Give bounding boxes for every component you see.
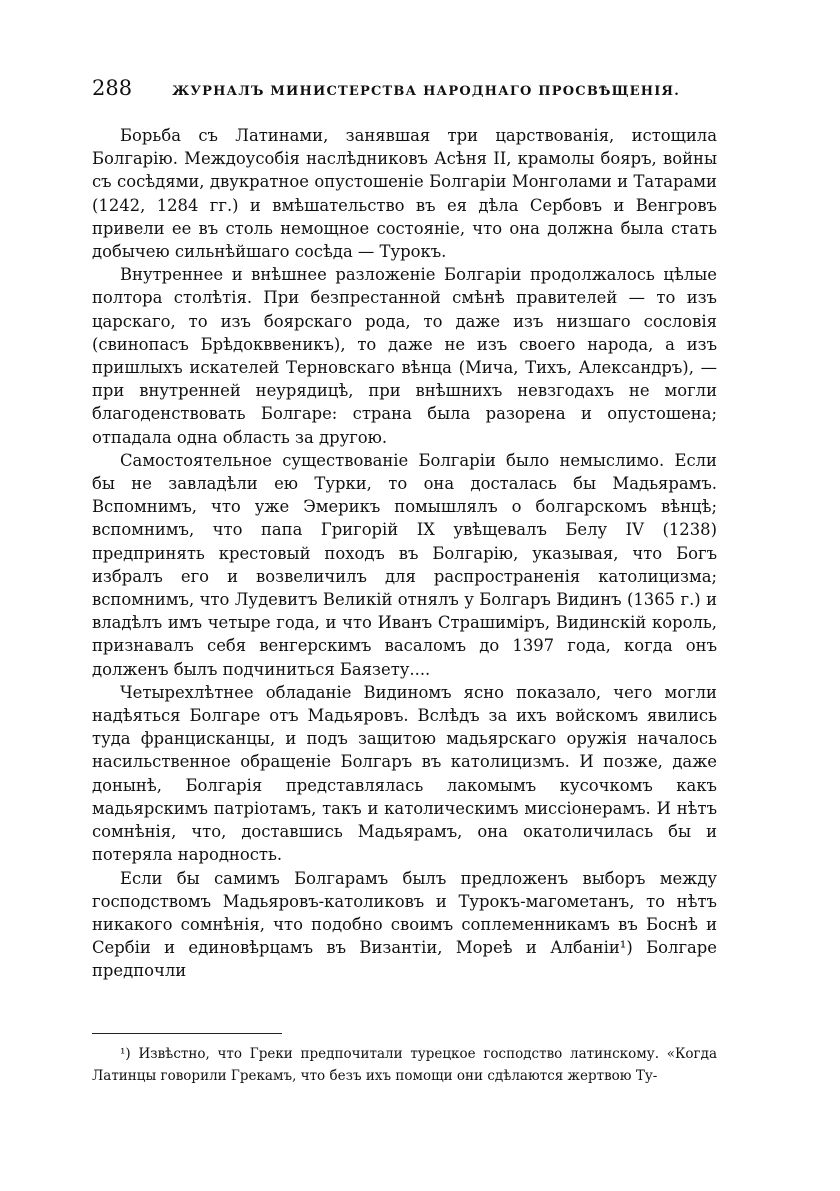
- body-text: [92, 124, 717, 983]
- page-number: 288: [92, 76, 133, 100]
- footnote: [92, 1043, 717, 1087]
- paragraph: Самостоятельное существованіе Болгаріи было немыслимо. Если бы не завладѣли ею Турки, то она досталась бы Мадьярамъ. Вспомнимъ, что уже Эмерикъ помышлялъ о болгарскомъ вѣнцѣ; вспомнимъ, что папа Григорій IX увѣщевалъ Белу IV (1238) предпринять крестовый походъ въ Болгарію, указывая, что Богъ избралъ его и возвеличилъ для распространенія католицизма; вспомнимъ, что Лудевитъ Великій отнялъ у Болгаръ Видинъ (1365 г.) и владѣлъ имъ четыре года, и что Иванъ Страшимiръ, Видинскій король, признавалъ себя венгерскимъ васаломъ до 1397 года, когда онъ долженъ былъ подчиниться Баязету....: [92, 450, 717, 679]
- paragraph: Внутреннее и внѣшнее разложеніе Болгаріи продолжалось цѣлые полтора столѣтія. При безпрестанной смѣнѣ правителей — то изъ царскаго, то изъ боярскаго рода, то даже изъ низшаго сословія (свинопасъ Брѣдокввеникъ), то даже не изъ своего народа, а изъ пришлыхъ искателей Терновскаго вѣнца (Мича, Тихъ, Александръ), — при внутренней неурядицѣ, при внѣшнихъ невзгодахъ не могли благоденствовать Болгаре: страна была разорена и опустошена; отпадала одна область за другою.: [92, 265, 717, 447]
- page-header: [92, 76, 717, 104]
- footnote-marker: ¹): [120, 1046, 131, 1062]
- paragraph: Четырехлѣтнее обладаніе Видиномъ ясно показало, чего могли надѣяться Болгаре отъ Мадьяровъ. Вслѣдъ за ихъ войскомъ явились туда францисканцы, и подъ защитою мадьярскаго оружія началось насильственное обращеніе Болгаръ въ католицизмъ. И позже, даже донынѣ, Болгарія представлялась лакомымъ кусочкомъ какъ мадьярскимъ патріотамъ, такъ и католическимъ миссіонерамъ. И нѣтъ сомнѣнія, что, доставшись Мадьярамъ, она окатоличилась бы и потеряла народность.: [92, 682, 717, 865]
- footnote-divider: [92, 1033, 282, 1034]
- footnote-text: Извѣстно, что Греки предпочитали турецкое господство латинскому. «Когда Латинцы говорили Грекамъ, что безъ ихъ помощи они сдѣлаются жертвою Ту-: [92, 1046, 717, 1084]
- paragraph: Борьба съ Латинами, занявшая три царствованія, истощила Болгарію. Междоусобія наслѣдниковъ Асѣня II, крамолы бояръ, войны съ сосѣдями, двукратное опустошеніе Болгаріи Монголами и Татарами (1242, 1284 гг.) и вмѣшательство въ ея дѣла Сербовъ и Венгровъ привели ее въ столь немощное состояніе, что она должна была стать добычею сильнѣйшаго сосѣда — Турокъ.: [92, 126, 717, 262]
- running-head: ЖУРНАЛЪ МИНИСТЕРСТВА НАРОДНАГО ПРОСВѢЩЕНІЯ.: [172, 84, 680, 99]
- paragraph: Если бы самимъ Болгарамъ былъ предложенъ выборъ между господствомъ Мадьяровъ-католиковъ и Турокъ-магометанъ, то нѣтъ никакого сомнѣнія, что подобно своимъ соплеменникамъ въ Боснѣ и Сербіи и единовѣрцамъ въ Византіи, Мореѣ и Албаніи¹) Болгаре предпочли: [92, 868, 717, 981]
